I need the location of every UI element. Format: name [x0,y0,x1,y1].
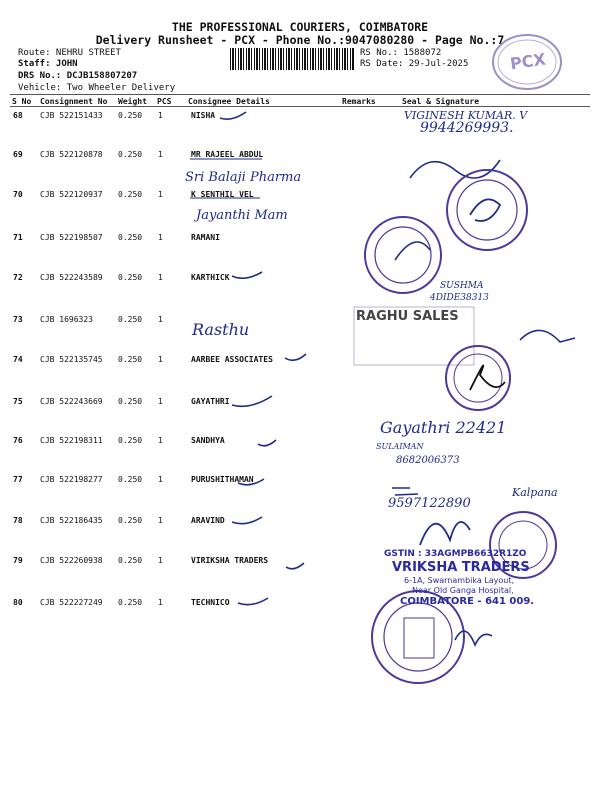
cell-weight: 0.250 [118,111,143,120]
cell-weight: 0.250 [118,598,143,607]
cell-sno: 68 [13,111,23,120]
route-label: Route: NEHRU STREET [18,48,121,58]
cell-weight: 0.250 [118,355,143,364]
cell-pcs: 1 [158,355,163,364]
seal-71 [365,217,441,293]
cell-sno: 79 [13,556,23,565]
cell-pcs: 1 [158,190,163,199]
col-pcs: PCS [157,97,172,106]
cell-consignment: CJB 522260938 [40,556,103,565]
cell-sno: 76 [13,436,23,445]
cell-consignment: CJB 522120878 [40,150,103,159]
hw-r68-phone: 9944269993. [420,120,514,136]
col-seal: Seal & Signature [402,97,480,106]
checkmark-74 [285,354,306,360]
cell-consignee: K SENTHIL VEL [191,190,254,199]
cell-consignment: CJB 522243589 [40,273,103,282]
checkmark-79 [286,563,304,569]
seal-70 [447,170,527,250]
cell-consignment: CJB 522198507 [40,233,103,242]
hw-r76-text: Gayathri 22421 [380,418,507,437]
col-consignee: Consignee Details [188,97,270,106]
cell-consignee: MR RAJEEL ABDUL [191,150,264,159]
cell-sno: 70 [13,190,23,199]
pcx-stamp-text: PCX [508,49,547,74]
runsheet-subtitle: Delivery Runsheet - PCX - Phone No.:9047080280 - Page No.:7 [95,33,505,47]
cell-consignment: CJB 522243669 [40,397,103,406]
cell-consignee: GAYATHRI [191,397,230,406]
cell-weight: 0.250 [118,233,143,242]
cell-pcs: 1 [158,150,163,159]
cell-consignee: SANDHYA [191,436,225,445]
cell-consignee: VIRIKSHA TRADERS [191,556,269,565]
signature-78 [420,522,470,545]
cell-weight: 0.250 [118,190,143,199]
hw-r72-code: 4DIDE38313 [430,293,489,303]
staff-label: Staff: JOHN [18,59,78,69]
hw-r76-phone: 8682006373 [396,455,460,466]
stamp-r79-city: COIMBATORE - 641 009. [400,596,535,607]
cell-weight: 0.250 [118,556,143,565]
cell-sno: 72 [13,273,23,282]
cell-sno: 74 [13,355,23,364]
stamp-r79-addr2: Near Old Ganga Hospital, [412,586,514,595]
vehicle-label: Vehicle: Two Wheeler Delivery [18,83,176,93]
checkmark-68 [220,112,246,119]
cell-consignment: CJB 522198277 [40,475,103,484]
cell-pcs: 1 [158,475,163,484]
cell-consignee: NISHA [191,111,216,120]
col-weight: Weight [118,97,147,106]
hw-r73-note: Rasthu [192,320,250,339]
hw-r70-note: Jayanthi Mam [196,208,288,223]
checkmark-72 [232,272,262,278]
drs-label: DRS No.: DCJB158807207 [18,71,138,81]
cell-consignment: CJB 522151433 [40,111,103,120]
cell-sno: 73 [13,315,23,324]
cell-pcs: 1 [158,397,163,406]
cell-sno: 69 [13,150,23,159]
cell-consignment: CJB 1696323 [40,315,93,324]
cell-weight: 0.250 [118,397,143,406]
col-remarks: Remarks [342,97,376,106]
col-sno: S No [12,97,32,106]
cell-sno: 78 [13,516,23,525]
cell-consignment: CJB 522120937 [40,190,103,199]
stamp-r73-name: RAGHU SALES [356,309,459,324]
cell-weight: 0.250 [118,436,143,445]
cell-consignment: CJB 522135745 [40,355,103,364]
signature-69 [410,160,500,178]
hw-r68-name: VIGINESH KUMAR. V [404,109,528,122]
stamp-r79-addr1: 6-1A, Swarnambika Layout, [404,576,515,585]
cell-sno: 71 [13,233,23,242]
cell-weight: 0.250 [118,150,143,159]
cell-weight: 0.250 [118,273,143,282]
hw-r72-name: SUSHMA [440,281,484,291]
company-title: THE PROFESSIONAL COURIERS, COIMBATORE [171,20,429,34]
hw-r69-note: Sri Balaji Pharma [185,170,302,185]
cell-pcs: 1 [158,111,163,120]
cell-pcs: 1 [158,315,163,324]
cell-consignment: CJB 522227249 [40,598,103,607]
cell-pcs: 1 [158,273,163,282]
hw-r77-phone: 9597122890 [388,496,471,511]
hw-r77-name: Kalpana [512,486,558,499]
cell-pcs: 1 [158,233,163,242]
cell-consignment: CJB 522186435 [40,516,103,525]
cell-consignee: ARAVIND [191,516,225,525]
cell-pcs: 1 [158,436,163,445]
rs-date: RS Date: 29-Jul-2025 [360,59,469,69]
stamp-r79-company: VRIKSHA TRADERS [392,560,530,575]
cell-consignee: RAMANI [191,233,220,242]
header-rule-bottom [10,106,590,107]
header-rule-top [10,94,590,95]
cell-pcs: 1 [158,598,163,607]
checkmark-78 [232,517,262,524]
barcode-image [230,48,355,70]
cell-pcs: 1 [158,516,163,525]
cell-sno: 77 [13,475,23,484]
checkmark-75 [232,396,272,406]
rs-number: RS No.: 1588072 [360,48,442,58]
stamp-r79-gstin: GSTIN : 33AGMPB6632R1ZO [384,549,527,559]
cell-consignee: KARTHICK [191,273,230,282]
cell-sno: 80 [13,598,23,607]
hw-r76-name: SULAIMAN [376,442,424,451]
cell-consignee: TECHNICO [191,598,230,607]
cell-consignment: CJB 522198311 [40,436,103,445]
cell-sno: 75 [13,397,23,406]
cell-weight: 0.250 [118,516,143,525]
cell-consignee: AARBEE ASSOCIATES [191,355,273,364]
cell-weight: 0.250 [118,315,143,324]
cell-weight: 0.250 [118,475,143,484]
checkmark-80 [238,598,268,605]
checkmark-76 [258,440,276,446]
seal-74 [446,346,510,410]
cell-consignee: PURUSHITHAMAN [191,475,254,484]
cell-pcs: 1 [158,556,163,565]
col-consignment: Consignment No [40,97,108,106]
